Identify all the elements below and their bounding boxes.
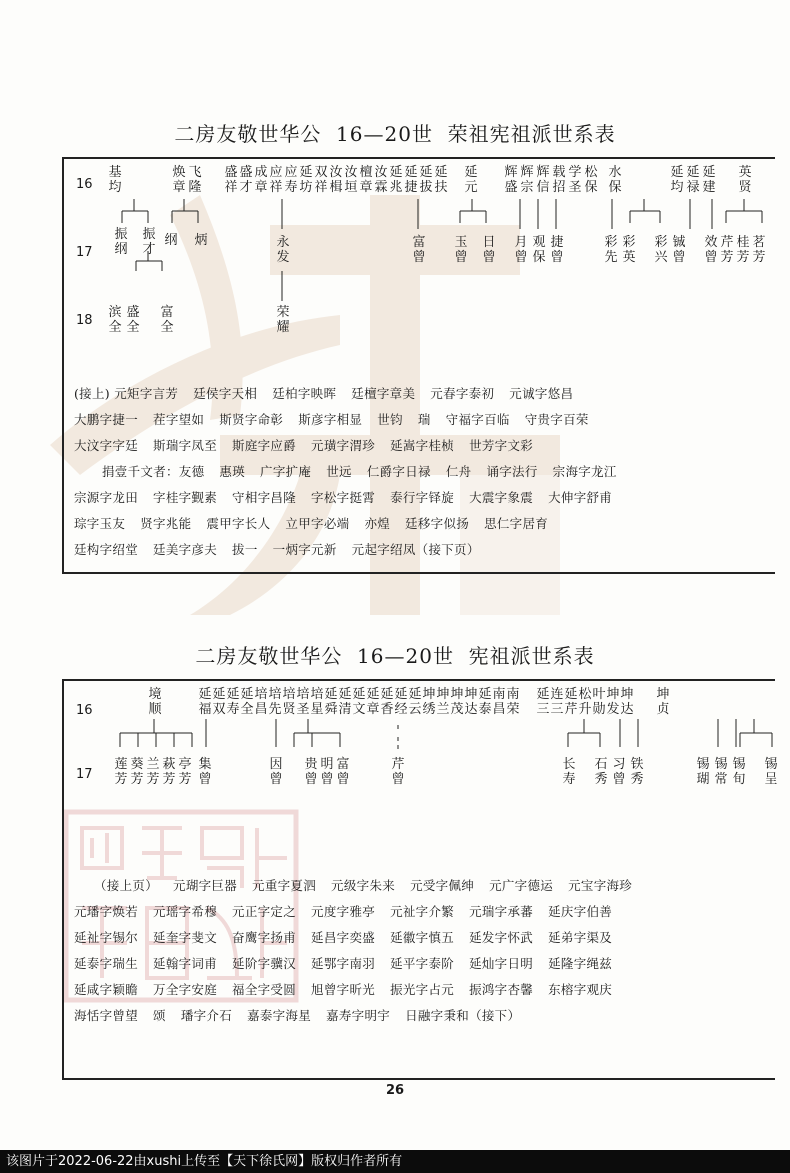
person-name: 芹曾 (391, 757, 405, 787)
person-name: 延捷 (404, 165, 418, 195)
person-name: 日曾 (482, 235, 496, 265)
person-name: 学圣 (568, 165, 582, 195)
person-name: 坤绣 (422, 687, 436, 717)
list-item: 一炳字元新 (272, 542, 337, 557)
person-name: 锡瑚 (696, 757, 710, 787)
person-name: 延兆 (389, 165, 403, 195)
list-item: 大汶字字廷 (74, 438, 139, 453)
list-item: 延嵩字桂桢 (390, 438, 455, 453)
table1-title: 二房友敬世华公 16—20世 荣祖宪祖派世系表 (174, 122, 616, 146)
list-item: 字桂字觐素 (153, 490, 218, 505)
list-item: 海恬字曾望 (74, 1008, 139, 1023)
list-item: 延平字泰阶 (390, 956, 455, 971)
genealogy-table-1 (62, 157, 775, 574)
list-item: (接上) 元矩字言芳 (74, 386, 179, 401)
person-name: 延云 (408, 687, 422, 717)
list-item: 元正字定之 (232, 904, 297, 919)
person-name: 英贤 (738, 165, 752, 195)
person-name: 境顺 (148, 687, 162, 717)
person-name: 月曾 (514, 235, 528, 265)
person-name: 延均 (670, 165, 684, 195)
person-name: 叶勋 (592, 687, 606, 717)
person-name: 连三 (550, 687, 564, 717)
donor-list-2 (74, 873, 632, 1029)
list-item: 元春字泰初 (430, 386, 495, 401)
list-row (74, 1003, 632, 1029)
person-name: 集曾 (198, 757, 212, 787)
person-name: 松升 (578, 687, 592, 717)
person-name: 坤发 (606, 687, 620, 717)
genealogy-table-2 (62, 679, 778, 1080)
list-row (74, 537, 617, 563)
person-name: 培先 (268, 687, 282, 717)
list-item: 元起字绍凤（接下页） (351, 542, 480, 557)
list-item: 字松字挺霄 (311, 490, 376, 505)
list-item: 延咸字颖瞻 (74, 982, 139, 997)
person-name: 观保 (532, 235, 546, 265)
list-item: 诵字法行 (486, 464, 538, 479)
person-name: 效曾 (704, 235, 718, 265)
person-name: 石秀 (594, 757, 608, 787)
person-name: 延拔 (419, 165, 433, 195)
list-item: 元度字雅亭 (311, 904, 376, 919)
person-name: 培星 (310, 687, 324, 717)
list-item: 元宝字海珍 (568, 878, 633, 893)
person-name: 培贤 (282, 687, 296, 717)
person-name: 延文 (352, 687, 366, 717)
list-item: 延奎字斐文 (153, 930, 218, 945)
donor-list-1 (74, 381, 617, 563)
list-item: 奋鹰字扬甫 (232, 930, 297, 945)
list-item: 延庆字伯善 (548, 904, 613, 919)
person-name: 捷曾 (550, 235, 564, 265)
person-name: 延三 (536, 687, 550, 717)
person-name: 桂芳 (736, 235, 750, 265)
person-name: 载招 (552, 165, 566, 195)
person-name: 坤达 (620, 687, 634, 717)
list-item: 捐壹千文者：友德 (102, 464, 205, 479)
person-name: 玉曾 (454, 235, 468, 265)
person-name: 延香 (380, 687, 394, 717)
list-item: 延祉字锡尔 (74, 930, 139, 945)
list-item: 斯瑞字凤至 (153, 438, 218, 453)
person-name: 坤兰 (436, 687, 450, 717)
person-name: 盛祥 (224, 165, 238, 195)
list-item: 贤字兆能 (140, 516, 192, 531)
person-name: 焕章 (172, 165, 186, 195)
list-item: 延隆字绳兹 (548, 956, 613, 971)
list-item: 世芳字文彩 (469, 438, 534, 453)
person-name: 富曾 (336, 757, 350, 787)
list-item: 思仁字居育 (484, 516, 549, 531)
list-item: 元级字朱来 (331, 878, 396, 893)
list-item: 大震字象震 (469, 490, 534, 505)
list-item: 日融字秉和（接下） (405, 1008, 521, 1023)
list-item: 大伸字舒甫 (548, 490, 613, 505)
person-name: 盛才 (239, 165, 253, 195)
person-name: 彩英 (622, 235, 636, 265)
list-item: 琮字玉友 (74, 516, 126, 531)
list-item: （接上页） (94, 878, 159, 893)
person-name: 锡常 (714, 757, 728, 787)
person-name: 辉信 (536, 165, 550, 195)
generation-label: 16 (76, 703, 93, 718)
list-item: 元璠字焕若 (74, 904, 139, 919)
person-name: 滨全 (108, 305, 122, 335)
list-item: 世钧 (377, 412, 403, 427)
list-item: 震甲字长人 (206, 516, 271, 531)
page-number: 26 (385, 1083, 405, 1098)
person-name: 贵曾 (304, 757, 318, 787)
list-item: 宗海字龙江 (552, 464, 617, 479)
list-item: 元重字夏泗 (252, 878, 317, 893)
list-item: 元受字佩绅 (410, 878, 475, 893)
person-name: 彩先 (604, 235, 618, 265)
person-name: 坤贞 (656, 687, 670, 717)
person-name: 应寿 (284, 165, 298, 195)
list-item: 元璜字渭珍 (311, 438, 376, 453)
list-item: 延翰字词甫 (153, 956, 218, 971)
list-item: 元广字德运 (489, 878, 554, 893)
list-item: 璠字介石 (180, 1008, 233, 1023)
person-name: 因曾 (269, 757, 283, 787)
person-name: 葵芳 (130, 757, 144, 787)
person-name: 延泰 (478, 687, 492, 717)
list-item: 仁舟 (445, 464, 472, 479)
person-name: 延舜 (324, 687, 338, 717)
list-row (74, 925, 632, 951)
list-item: 宗源字龙田 (74, 490, 139, 505)
list-item: 茬字望如 (153, 412, 205, 427)
list-item: 嘉寿字明宇 (326, 1008, 391, 1023)
person-name: 富全 (160, 305, 174, 335)
list-item: 元瑶字希穆 (153, 904, 218, 919)
person-name: 振纲 (114, 227, 128, 257)
person-name: 松保 (584, 165, 598, 195)
list-row (74, 873, 632, 899)
list-item: 守贵字百荣 (524, 412, 589, 427)
list-item: 大鹏字捷一 (74, 412, 139, 427)
person-name: 锡呈 (764, 757, 778, 787)
list-item: 亦煌 (364, 516, 391, 531)
person-name: 盛全 (126, 305, 140, 335)
person-name: 延寿 (226, 687, 240, 717)
list-item: 廷檀字章美 (351, 386, 416, 401)
list-item: 廷构字绍堂 (74, 542, 139, 557)
person-name: 坤达 (464, 687, 478, 717)
person-name: 荣耀 (276, 305, 290, 335)
list-item: 万全字安庭 (153, 982, 218, 997)
person-name: 汝霖 (374, 165, 388, 195)
list-item: 廷柏字映晖 (272, 386, 337, 401)
person-name: 培圣 (296, 687, 310, 717)
list-item: 延灿字日明 (469, 956, 534, 971)
list-row (74, 951, 632, 977)
list-item: 福全字受圆 (232, 982, 297, 997)
person-name: 成章 (254, 165, 268, 195)
list-item: 世远 (326, 464, 352, 479)
generation-label: 17 (76, 245, 93, 260)
person-name: 振才 (142, 227, 156, 257)
person-name: 萩芳 (162, 757, 176, 787)
list-item: 旭曾字昕光 (311, 982, 376, 997)
person-name: 坤茂 (450, 687, 464, 717)
person-name: 延经 (394, 687, 408, 717)
person-name: 铁秀 (630, 757, 644, 787)
list-item: 泰行字铎旋 (390, 490, 455, 505)
person-name: 芹芳 (720, 235, 734, 265)
upload-notice-bar: 该图片于2022-06-22由xushi上传至【天下徐氏网】版权归作者所有 (0, 1150, 790, 1173)
list-item: 广字扩庵 (260, 464, 312, 479)
list-item: 振鸿字杏馨 (469, 982, 534, 997)
person-name: 汝垣 (344, 165, 358, 195)
person-name: 延坊 (299, 165, 313, 195)
list-item: 仁爵字日禄 (366, 464, 431, 479)
list-item: 元诚字悠昌 (509, 386, 574, 401)
person-name: 延福 (198, 687, 212, 717)
person-name: 彩兴 (654, 235, 668, 265)
person-name: 南荣 (506, 687, 520, 717)
list-row (74, 459, 617, 485)
list-row (74, 381, 617, 407)
list-item: 守相字昌隆 (232, 490, 297, 505)
person-name: 应祥 (269, 165, 283, 195)
person-name: 辉宗 (520, 165, 534, 195)
person-name: 双祥 (314, 165, 328, 195)
list-item: 立甲字必端 (285, 516, 350, 531)
person-name: 延全 (240, 687, 254, 717)
person-name: 延建 (702, 165, 716, 195)
list-item: 守福字百临 (445, 412, 510, 427)
list-item: 颂 (153, 1008, 166, 1023)
list-row (74, 899, 632, 925)
list-item: 嘉泰字海星 (247, 1008, 312, 1023)
person-name: 炳 (194, 233, 208, 248)
person-name: 延双 (212, 687, 226, 717)
list-item: 延发字怀武 (469, 930, 534, 945)
person-name: 南昌 (492, 687, 506, 717)
list-item: 延弟字渠及 (548, 930, 613, 945)
list-item: 元祉字介繁 (390, 904, 455, 919)
list-item: 斯贤字命彰 (219, 412, 284, 427)
list-item: 惠瑛 (219, 464, 246, 479)
list-item: 廷移字似扬 (405, 516, 470, 531)
list-item: 延泰字瑞生 (74, 956, 139, 971)
person-name: 纲 (164, 233, 178, 248)
person-name: 明曾 (320, 757, 334, 787)
person-name: 檀章 (359, 165, 373, 195)
list-item: 延徽字慎五 (390, 930, 455, 945)
generation-label: 17 (76, 767, 93, 782)
list-item: 延鄂字南羽 (311, 956, 376, 971)
person-name: 辉盛 (504, 165, 518, 195)
person-name: 基均 (108, 165, 122, 195)
list-item: 振光字占元 (390, 982, 455, 997)
list-row (74, 433, 617, 459)
person-name: 长寿 (562, 757, 576, 787)
list-item: 瑞 (417, 412, 431, 427)
person-name: 延元 (464, 165, 478, 195)
person-name: 延芹 (564, 687, 578, 717)
list-item: 元瑚字巨器 (173, 878, 238, 893)
list-item: 延昌字奕盛 (311, 930, 376, 945)
person-name: 延清 (338, 687, 352, 717)
person-name: 铖曾 (672, 235, 686, 265)
list-row (74, 485, 617, 511)
person-name: 茗芳 (752, 235, 766, 265)
person-name: 汝楫 (329, 165, 343, 195)
table2-title: 二房友敬世华公 16—20世 宪祖派世系表 (195, 644, 595, 668)
person-name: 延禄 (686, 165, 700, 195)
list-item: 拔一 (232, 542, 258, 557)
person-name: 锡旬 (732, 757, 746, 787)
person-name: 水保 (608, 165, 622, 195)
person-name: 亭芳 (178, 757, 192, 787)
list-row (74, 407, 617, 433)
person-name: 永发 (276, 235, 290, 265)
list-item: 廷侯字天相 (193, 386, 258, 401)
list-row (74, 977, 632, 1003)
generation-label: 16 (76, 177, 93, 192)
person-name: 富曾 (412, 235, 426, 265)
list-item: 元瑞字承蕃 (469, 904, 534, 919)
list-item: 斯彦字相显 (298, 412, 363, 427)
person-name: 延章 (366, 687, 380, 717)
person-name: 培昌 (254, 687, 268, 717)
list-item: 斯庭字应爵 (232, 438, 297, 453)
list-item: 延阶字骥汉 (232, 956, 297, 971)
person-name: 兰芳 (146, 757, 160, 787)
person-name: 飞隆 (188, 165, 202, 195)
list-row (74, 511, 617, 537)
person-name: 习曾 (612, 757, 626, 787)
person-name: 延扶 (434, 165, 448, 195)
list-item: 东榕字观庆 (548, 982, 613, 997)
list-item: 廷美字彦夫 (153, 542, 218, 557)
person-name: 莲芳 (114, 757, 128, 787)
generation-label: 18 (76, 313, 93, 328)
